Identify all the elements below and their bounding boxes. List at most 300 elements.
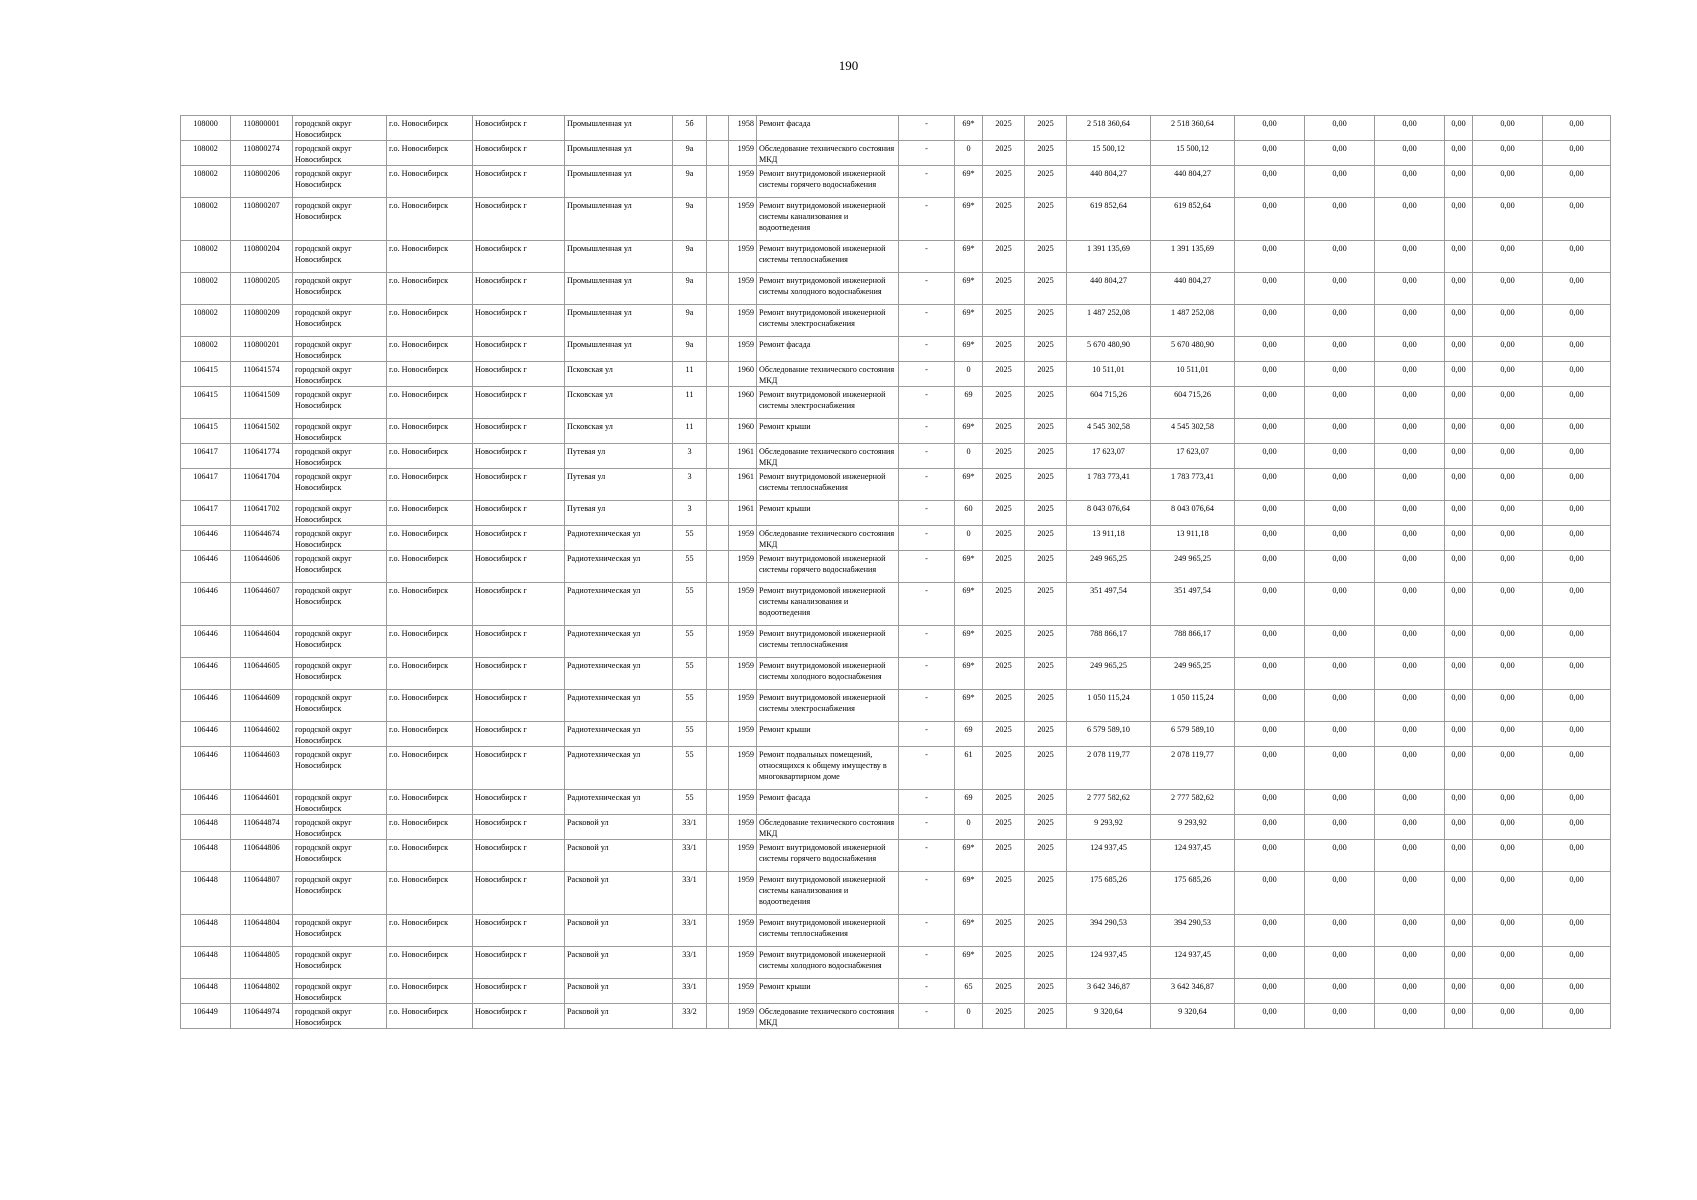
cell-other-cost: 0,00 [1445,840,1473,872]
cell-owners-cost: 0,00 [1473,551,1543,583]
cell-extra-cost: 0,00 [1543,840,1611,872]
cell-district: г.о. Новосибирск [387,116,473,141]
cell-house-id: 108002 [181,166,231,198]
cell-plan-year-end: 2025 [1025,551,1067,583]
cell-build-year: 1959 [729,166,757,198]
cell-settlement: Новосибирск г [473,469,565,501]
cell-district: г.о. Новосибирск [387,419,473,444]
cell-local-cost: 0,00 [1375,469,1445,501]
cell-municipality: городской округ Новосибирск [293,658,387,690]
cell-extra-cost: 0,00 [1543,747,1611,790]
cell-federal-cost: 0,00 [1235,241,1305,273]
cell-building [707,947,729,979]
cell-extra-cost: 0,00 [1543,273,1611,305]
table-row [181,658,1611,690]
cell-total-cost: 788 866,17 [1067,626,1151,658]
cell-extra-cost: 0,00 [1543,501,1611,526]
cell-street: Псковская ул [565,387,673,419]
cell-build-year: 1959 [729,722,757,747]
cell-municipality: городской округ Новосибирск [293,872,387,915]
cell-house-number: 33/1 [673,915,707,947]
cell-regional-cost: 0,00 [1305,166,1375,198]
cell-extra-cost: 0,00 [1543,551,1611,583]
cell-municipality: городской округ Новосибирск [293,241,387,273]
cell-federal-cost: 0,00 [1235,790,1305,815]
cell-district: г.о. Новосибирск [387,469,473,501]
cell-wear-percent: 65 [955,979,983,1004]
cell-build-year: 1959 [729,626,757,658]
cell-house-id: 108002 [181,273,231,305]
cell-wear-percent: 60 [955,501,983,526]
cell-total-cost: 249 965,25 [1067,551,1151,583]
cell-work-type: Ремонт внутридомовой инженерной системы холодного водоснабжения [757,273,899,305]
cell-house-id: 106446 [181,626,231,658]
cell-house-id: 106448 [181,872,231,915]
cell-owners-cost: 0,00 [1473,747,1543,790]
cell-deadline: - [899,501,955,526]
cell-work-id: 110800206 [231,166,293,198]
cell-build-year: 1959 [729,658,757,690]
cell-house-number: 55 [673,583,707,626]
cell-local-cost: 0,00 [1375,198,1445,241]
cell-street: Промышленная ул [565,337,673,362]
cell-district: г.о. Новосибирск [387,790,473,815]
cell-other-cost: 0,00 [1445,626,1473,658]
cell-house-id: 106446 [181,551,231,583]
cell-district: г.о. Новосибирск [387,141,473,166]
cell-plan-year-start: 2025 [983,583,1025,626]
cell-extra-cost: 0,00 [1543,141,1611,166]
cell-house-id: 108002 [181,337,231,362]
cell-plan-year-start: 2025 [983,141,1025,166]
cell-work-type: Ремонт внутридомовой инженерной системы электроснабжения [757,305,899,337]
cell-house-number: 11 [673,387,707,419]
cell-plan-year-end: 2025 [1025,387,1067,419]
cell-wear-percent: 69* [955,690,983,722]
cell-plan-year-start: 2025 [983,722,1025,747]
cell-federal-cost: 0,00 [1235,444,1305,469]
cell-settlement: Новосибирск г [473,419,565,444]
cell-plan-year-start: 2025 [983,337,1025,362]
cell-work-type: Обследование технического состояния МКД [757,444,899,469]
cell-building [707,469,729,501]
cell-federal-cost: 0,00 [1235,362,1305,387]
cell-build-year: 1959 [729,747,757,790]
cell-other-cost: 0,00 [1445,444,1473,469]
cell-owners-cost: 0,00 [1473,501,1543,526]
cell-plan-year-end: 2025 [1025,947,1067,979]
cell-wear-percent: 69* [955,337,983,362]
cell-settlement: Новосибирск г [473,658,565,690]
cell-total-cost: 351 497,54 [1067,583,1151,626]
cell-extra-cost: 0,00 [1543,583,1611,626]
cell-regional-cost: 0,00 [1305,1004,1375,1029]
cell-house-number: 33/1 [673,815,707,840]
table-row [181,362,1611,387]
cell-regional-cost: 0,00 [1305,583,1375,626]
cell-house-id: 106446 [181,690,231,722]
cell-wear-percent: 69* [955,840,983,872]
table-row [181,722,1611,747]
cell-district: г.о. Новосибирск [387,815,473,840]
cell-federal-cost: 0,00 [1235,141,1305,166]
cell-build-year: 1959 [729,979,757,1004]
cell-other-cost: 0,00 [1445,305,1473,337]
cell-work-id: 110644606 [231,551,293,583]
cell-plan-year-start: 2025 [983,815,1025,840]
cell-deadline: - [899,840,955,872]
cell-fund-cost: 1 487 252,08 [1151,305,1235,337]
cell-work-id: 110641702 [231,501,293,526]
cell-regional-cost: 0,00 [1305,141,1375,166]
cell-work-id: 110644805 [231,947,293,979]
table-row [181,626,1611,658]
cell-street: Расковой ул [565,840,673,872]
cell-plan-year-start: 2025 [983,444,1025,469]
cell-house-number: 55 [673,690,707,722]
cell-settlement: Новосибирск г [473,501,565,526]
cell-local-cost: 0,00 [1375,166,1445,198]
cell-district: г.о. Новосибирск [387,690,473,722]
cell-extra-cost: 0,00 [1543,305,1611,337]
cell-plan-year-end: 2025 [1025,526,1067,551]
cell-work-id: 110644602 [231,722,293,747]
cell-wear-percent: 69* [955,872,983,915]
cell-wear-percent: 69* [955,305,983,337]
cell-work-id: 110800207 [231,198,293,241]
cell-total-cost: 2 078 119,77 [1067,747,1151,790]
cell-work-type: Ремонт крыши [757,979,899,1004]
cell-extra-cost: 0,00 [1543,722,1611,747]
cell-wear-percent: 0 [955,526,983,551]
cell-settlement: Новосибирск г [473,337,565,362]
cell-plan-year-start: 2025 [983,419,1025,444]
cell-street: Радиотехническая ул [565,551,673,583]
cell-street: Радиотехническая ул [565,790,673,815]
cell-wear-percent: 69 [955,387,983,419]
cell-plan-year-end: 2025 [1025,444,1067,469]
cell-house-number: 33/1 [673,947,707,979]
cell-building [707,583,729,626]
cell-house-id: 106446 [181,747,231,790]
cell-plan-year-start: 2025 [983,116,1025,141]
cell-house-number: 33/1 [673,872,707,915]
cell-work-id: 110641509 [231,387,293,419]
cell-extra-cost: 0,00 [1543,815,1611,840]
cell-local-cost: 0,00 [1375,241,1445,273]
cell-work-type: Ремонт внутридомовой инженерной системы канализования и водоотведения [757,198,899,241]
cell-settlement: Новосибирск г [473,305,565,337]
cell-municipality: городской округ Новосибирск [293,305,387,337]
cell-regional-cost: 0,00 [1305,337,1375,362]
cell-federal-cost: 0,00 [1235,915,1305,947]
table-row [181,419,1611,444]
cell-plan-year-end: 2025 [1025,815,1067,840]
cell-work-type: Обследование технического состояния МКД [757,362,899,387]
cell-house-id: 106448 [181,979,231,1004]
table-row [181,915,1611,947]
cell-other-cost: 0,00 [1445,872,1473,915]
cell-fund-cost: 4 545 302,58 [1151,419,1235,444]
cell-total-cost: 604 715,26 [1067,387,1151,419]
cell-owners-cost: 0,00 [1473,690,1543,722]
cell-house-id: 106415 [181,362,231,387]
cell-fund-cost: 124 937,45 [1151,947,1235,979]
cell-extra-cost: 0,00 [1543,419,1611,444]
cell-fund-cost: 619 852,64 [1151,198,1235,241]
cell-deadline: - [899,626,955,658]
cell-owners-cost: 0,00 [1473,658,1543,690]
cell-street: Путевая ул [565,444,673,469]
cell-district: г.о. Новосибирск [387,444,473,469]
cell-district: г.о. Новосибирск [387,583,473,626]
cell-house-number: 3 [673,444,707,469]
cell-total-cost: 124 937,45 [1067,947,1151,979]
cell-plan-year-end: 2025 [1025,915,1067,947]
cell-fund-cost: 440 804,27 [1151,273,1235,305]
cell-work-type: Ремонт внутридомовой инженерной системы холодного водоснабжения [757,658,899,690]
cell-building [707,419,729,444]
cell-total-cost: 124 937,45 [1067,840,1151,872]
cell-settlement: Новосибирск г [473,747,565,790]
cell-wear-percent: 69* [955,116,983,141]
cell-municipality: городской округ Новосибирск [293,947,387,979]
cell-total-cost: 4 545 302,58 [1067,419,1151,444]
cell-total-cost: 2 777 582,62 [1067,790,1151,815]
cell-regional-cost: 0,00 [1305,526,1375,551]
cell-plan-year-start: 2025 [983,526,1025,551]
cell-build-year: 1960 [729,419,757,444]
cell-build-year: 1959 [729,198,757,241]
cell-street: Промышленная ул [565,273,673,305]
cell-work-type: Обследование технического состояния МКД [757,815,899,840]
cell-regional-cost: 0,00 [1305,722,1375,747]
cell-deadline: - [899,947,955,979]
table-body [181,116,1611,1029]
cell-house-number: 55 [673,626,707,658]
cell-total-cost: 9 320,64 [1067,1004,1151,1029]
cell-fund-cost: 175 685,26 [1151,872,1235,915]
cell-plan-year-end: 2025 [1025,141,1067,166]
table-row [181,840,1611,872]
cell-wear-percent: 0 [955,1004,983,1029]
cell-work-type: Ремонт крыши [757,722,899,747]
cell-house-id: 106449 [181,1004,231,1029]
cell-deadline: - [899,273,955,305]
cell-fund-cost: 249 965,25 [1151,658,1235,690]
cell-build-year: 1959 [729,337,757,362]
cell-plan-year-end: 2025 [1025,469,1067,501]
cell-work-type: Ремонт внутридомовой инженерной системы горячего водоснабжения [757,551,899,583]
cell-plan-year-end: 2025 [1025,583,1067,626]
cell-other-cost: 0,00 [1445,747,1473,790]
cell-build-year: 1959 [729,1004,757,1029]
cell-deadline: - [899,198,955,241]
cell-deadline: - [899,526,955,551]
cell-plan-year-end: 2025 [1025,1004,1067,1029]
cell-extra-cost: 0,00 [1543,526,1611,551]
cell-district: г.о. Новосибирск [387,387,473,419]
table-row [181,979,1611,1004]
cell-district: г.о. Новосибирск [387,840,473,872]
cell-settlement: Новосибирск г [473,840,565,872]
cell-building [707,241,729,273]
cell-house-id: 106446 [181,526,231,551]
cell-local-cost: 0,00 [1375,305,1445,337]
cell-build-year: 1959 [729,947,757,979]
cell-extra-cost: 0,00 [1543,658,1611,690]
cell-wear-percent: 69* [955,583,983,626]
cell-house-id: 108002 [181,141,231,166]
cell-work-id: 110644804 [231,915,293,947]
cell-deadline: - [899,1004,955,1029]
cell-building [707,337,729,362]
cell-other-cost: 0,00 [1445,273,1473,305]
cell-extra-cost: 0,00 [1543,979,1611,1004]
cell-settlement: Новосибирск г [473,722,565,747]
cell-owners-cost: 0,00 [1473,583,1543,626]
cell-plan-year-end: 2025 [1025,501,1067,526]
cell-regional-cost: 0,00 [1305,815,1375,840]
cell-federal-cost: 0,00 [1235,872,1305,915]
cell-fund-cost: 5 670 480,90 [1151,337,1235,362]
cell-regional-cost: 0,00 [1305,419,1375,444]
cell-build-year: 1959 [729,815,757,840]
cell-other-cost: 0,00 [1445,551,1473,583]
cell-extra-cost: 0,00 [1543,626,1611,658]
cell-plan-year-end: 2025 [1025,790,1067,815]
cell-owners-cost: 0,00 [1473,141,1543,166]
cell-regional-cost: 0,00 [1305,362,1375,387]
cell-owners-cost: 0,00 [1473,273,1543,305]
cell-owners-cost: 0,00 [1473,387,1543,419]
cell-house-number: 3 [673,469,707,501]
cell-owners-cost: 0,00 [1473,840,1543,872]
cell-deadline: - [899,658,955,690]
cell-total-cost: 619 852,64 [1067,198,1151,241]
cell-deadline: - [899,469,955,501]
cell-local-cost: 0,00 [1375,840,1445,872]
cell-regional-cost: 0,00 [1305,387,1375,419]
cell-deadline: - [899,362,955,387]
cell-plan-year-end: 2025 [1025,872,1067,915]
cell-work-id: 110644604 [231,626,293,658]
cell-work-type: Ремонт внутридомовой инженерной системы теплоснабжения [757,469,899,501]
cell-plan-year-end: 2025 [1025,626,1067,658]
cell-fund-cost: 604 715,26 [1151,387,1235,419]
cell-building [707,658,729,690]
cell-district: г.о. Новосибирск [387,747,473,790]
cell-building [707,979,729,1004]
cell-plan-year-start: 2025 [983,198,1025,241]
cell-federal-cost: 0,00 [1235,387,1305,419]
cell-other-cost: 0,00 [1445,166,1473,198]
cell-owners-cost: 0,00 [1473,915,1543,947]
cell-build-year: 1959 [729,241,757,273]
cell-building [707,526,729,551]
cell-work-id: 110644874 [231,815,293,840]
cell-house-id: 108002 [181,305,231,337]
cell-owners-cost: 0,00 [1473,815,1543,840]
cell-regional-cost: 0,00 [1305,790,1375,815]
cell-owners-cost: 0,00 [1473,790,1543,815]
cell-building [707,166,729,198]
cell-plan-year-start: 2025 [983,362,1025,387]
cell-deadline: - [899,872,955,915]
cell-plan-year-start: 2025 [983,840,1025,872]
cell-work-id: 110644806 [231,840,293,872]
cell-local-cost: 0,00 [1375,444,1445,469]
cell-house-number: 55 [673,790,707,815]
cell-plan-year-start: 2025 [983,469,1025,501]
cell-plan-year-start: 2025 [983,305,1025,337]
cell-total-cost: 3 642 346,87 [1067,979,1151,1004]
cell-local-cost: 0,00 [1375,583,1445,626]
cell-district: г.о. Новосибирск [387,526,473,551]
cell-house-id: 106448 [181,947,231,979]
cell-fund-cost: 13 911,18 [1151,526,1235,551]
cell-house-id: 106446 [181,658,231,690]
cell-district: г.о. Новосибирск [387,658,473,690]
cell-work-id: 110644607 [231,583,293,626]
cell-wear-percent: 69* [955,419,983,444]
cell-settlement: Новосибирск г [473,815,565,840]
cell-federal-cost: 0,00 [1235,658,1305,690]
cell-fund-cost: 124 937,45 [1151,840,1235,872]
cell-municipality: городской округ Новосибирск [293,815,387,840]
cell-fund-cost: 788 866,17 [1151,626,1235,658]
cell-building [707,747,729,790]
table-row [181,872,1611,915]
cell-local-cost: 0,00 [1375,815,1445,840]
cell-federal-cost: 0,00 [1235,626,1305,658]
cell-extra-cost: 0,00 [1543,947,1611,979]
cell-owners-cost: 0,00 [1473,419,1543,444]
cell-plan-year-start: 2025 [983,551,1025,583]
cell-building [707,840,729,872]
cell-house-number: 9а [673,337,707,362]
cell-building [707,551,729,583]
cell-building [707,872,729,915]
cell-street: Псковская ул [565,362,673,387]
cell-work-type: Ремонт внутридомовой инженерной системы электроснабжения [757,690,899,722]
cell-plan-year-start: 2025 [983,947,1025,979]
cell-plan-year-start: 2025 [983,747,1025,790]
cell-fund-cost: 9 293,92 [1151,815,1235,840]
cell-fund-cost: 249 965,25 [1151,551,1235,583]
cell-street: Радиотехническая ул [565,690,673,722]
cell-municipality: городской округ Новосибирск [293,551,387,583]
cell-extra-cost: 0,00 [1543,690,1611,722]
table-row [181,305,1611,337]
cell-federal-cost: 0,00 [1235,501,1305,526]
page-number: 190 [838,58,859,73]
cell-regional-cost: 0,00 [1305,116,1375,141]
cell-federal-cost: 0,00 [1235,469,1305,501]
cell-street: Промышленная ул [565,198,673,241]
cell-work-type: Ремонт фасада [757,790,899,815]
cell-extra-cost: 0,00 [1543,198,1611,241]
cell-municipality: городской округ Новосибирск [293,626,387,658]
cell-deadline: - [899,387,955,419]
cell-local-cost: 0,00 [1375,362,1445,387]
table-row [181,198,1611,241]
table-row [181,1004,1611,1029]
cell-owners-cost: 0,00 [1473,305,1543,337]
cell-owners-cost: 0,00 [1473,626,1543,658]
cell-regional-cost: 0,00 [1305,658,1375,690]
cell-total-cost: 1 050 115,24 [1067,690,1151,722]
